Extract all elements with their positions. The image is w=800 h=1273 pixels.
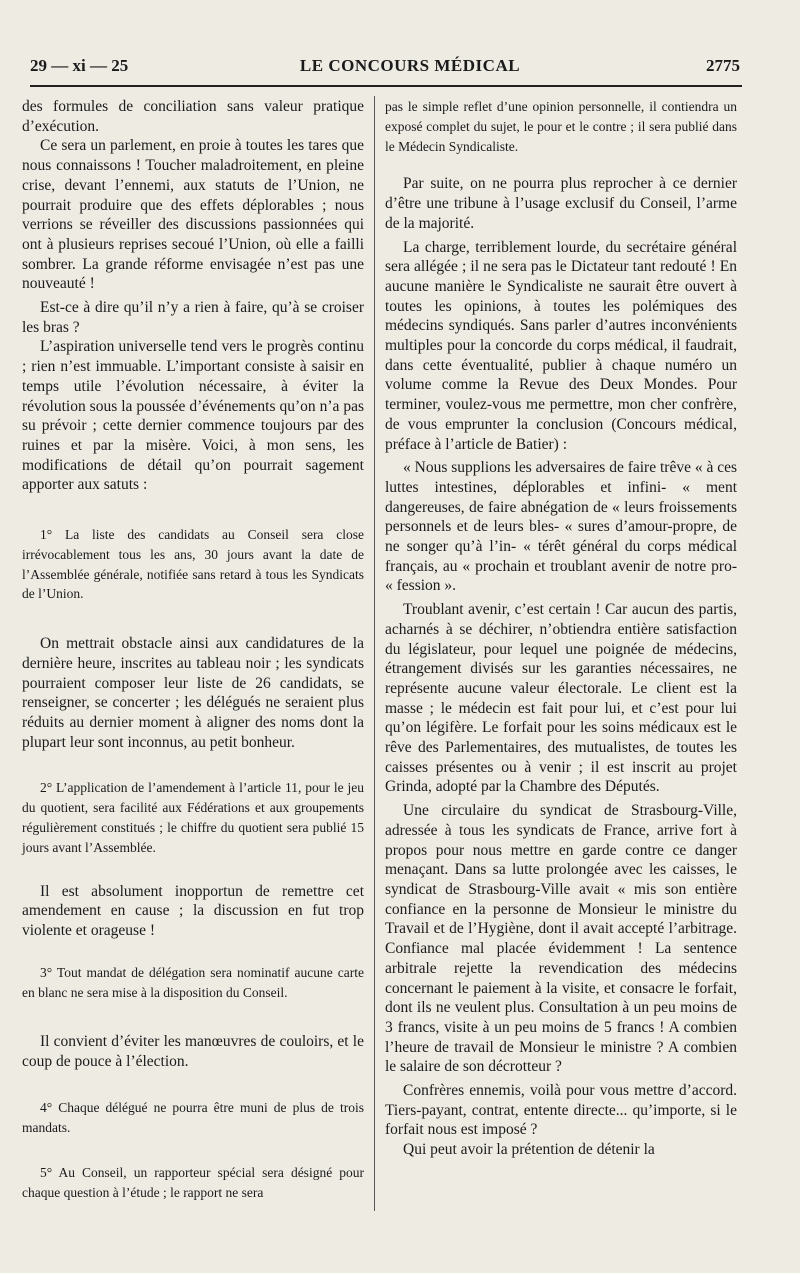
journal-title: LE CONCOURS MÉDICAL: [299, 56, 521, 75]
paragraph: Ce sera un parlement, en proie à toutes les tares que nous connaissons ! Toucher maladroitement, en pleine crise, devant l’ennemi, aux statuts de l’Union, ne pourrait produire que des effets déplorables ; nous verrions se réveiller des discussions passionnées qui ont à plusieurs reprises secoué l’Union, où elle a failli sombrer. La grande réforme envisagée n’est pas une nouveauté !: [22, 137, 364, 293]
quotation: « Nous supplions les adversaires de faire trêve « à ces luttes intestines, déplorables et infini- « ment dangereuses, de faire abnégation de « leurs froissements personnels et de leurs bles- « sures d’amour-propre, de ne songer qu’à l’in- « térêt général du corps médical français, au « prochain et troublant avenir de notre pro- « fession ».: [385, 459, 737, 595]
issue-date: 29 — xi — 25: [30, 56, 129, 75]
proposal-item: 3° Tout mandat de délégation sera nominatif aucune carte en blanc ne sera mise à la disposition du Conseil.: [22, 964, 364, 1000]
proposal-item: 2° L’application de l’amendement à l’article 11, pour le jeu du quotient, sera facilité aux Fédérations et aux groupements régulièrement constitués ; le chiffre du quotient sera publié 15 jours avant l’Assemblée.: [22, 780, 364, 855]
page-header: [30, 56, 740, 82]
paragraph: Confrères ennemis, voilà pour vous mettre d’accord. Tiers-payant, contrat, entente directe... qu’importe, si le forfait nous est imposé ?: [385, 1082, 737, 1139]
paragraph: pas le simple reflet d’une opinion personnelle, il contiendra un exposé complet du sujet, le pour et le contre ; il sera publié dans le Médecin Syndicaliste.: [385, 99, 737, 154]
paragraph: L’aspiration universelle tend vers le progrès continu ; rien n’est immuable. L’important consiste à saisir en temps utile l’évolution nécessaire, à éviter la révolution sous la poussée d’événements qu’on n’a pas su prévoir ; cette dernier commence toujours par des ruines et par la misère. Voici, à mon sens, les modifications de détail qu’on pourrait sagement apporter aux satuts :: [22, 338, 364, 494]
proposal-item: 1° La liste des candidats au Conseil sera close irrévocablement tous les ans, 30 jours avant la date de l’Assemblée générale, notifiée sans retard à tous les Syndicats de l’Union.: [22, 527, 364, 602]
paragraph: Qui peut avoir la prétention de détenir la: [403, 1141, 655, 1159]
paragraph: Troublant avenir, c’est certain ! Car aucun des partis, acharnés à se déchirer, n’obtiendra entière satisfaction du législateur, pour lequel une poignée de médecins, étrangement divisés sur les garanties nécessaires, ne représente aucune valeur électorale. Le client est la masse ; le médecin est fait pour lui, et c’est pour lui qu’on légifère. Le forfait pour les soins médicaux est le rêve des Parlementaires, des mutualistes, de toutes les caisses présentes ou à venir ; il est inscrit au projet Grinda, adopté par la Chambre des Députés.: [385, 601, 737, 796]
left-column: [22, 97, 364, 1203]
proposal-item: 4° Chaque délégué ne pourra être muni de plus de trois mandats.: [22, 1099, 364, 1135]
paragraph: Il convient d’éviter les manœuvres de couloirs, et le coup de pouce à l’élection.: [22, 1033, 364, 1071]
paragraph: des formules de conciliation sans valeur pratique d’exécution.: [22, 98, 364, 135]
right-column: [385, 97, 737, 1160]
paragraph: Par suite, on ne pourra plus reprocher à ce dernier d’être une tribune à l’usage exclusif du Conseil, l’arme de la majorité.: [385, 175, 737, 232]
paragraph: La charge, terriblement lourde, du secrétaire général sera allégée ; il ne sera pas le Dictateur tant redouté ! En aucune manière le Syndicaliste ne saurait être ouvert à toutes les opinions, à toutes les polémiques des médecins syndiqués. Sans parler d’autres inconvénients multiples pour la concorde du corps médical, il faudrait, dans cette éventualité, publier à chaque numéro un volume comme la Revue des Deux Mondes. Pour terminer, voulez-vous me permettre, mon cher confrère, de vous emprunter la conclusion (Concours médical, préface à l’article de Batier) :: [385, 238, 737, 453]
paragraph: On mettrait obstacle ainsi aux candidatures de la dernière heure, inscrites au tableau noir ; les syndicats pourraient composer leur liste de 26 candidats, se renseigner, se concerter ; les délégués ne seraient plus réduits au dernier moment à aligner des noms dont la plupart leur sont inconnus, au petit bonheur.: [22, 635, 364, 751]
paragraph: Une circulaire du syndicat de Strasbourg-Ville, adressée à tous les syndicats de France, arrive fort à propos pour nous mettre en garde contre ce danger menaçant. Dans sa lutte prolongée avec les caisses, le syndicat de Strasbourg-Ville avait « mis son entière confiance en la personne de Monsieur le ministre du Travail et de l’Hygiène, dont il avait accepté l’arbitrage. Confiance mal placée évidemment ! La sentence arbitrale rejette la revendication des médecins concernant le paiement à la visite, et consacre le forfait, dont ils ne veulent plus. Consultation à un peu moins de 3 francs, visite à un peu moins de 5 francs ! A combien l’heure de travail de Monsieur le ministre ? A combien le salaire de son décrotteur ?: [385, 802, 737, 1076]
paragraph: Est-ce à dire qu’il n’y a rien à faire, qu’à se croiser les bras ?: [22, 299, 364, 336]
proposal-item: 5° Au Conseil, un rapporteur spécial sera désigné pour chaque question à l’étude ; le rapport ne sera: [22, 1165, 364, 1201]
paragraph: Il est absolument inopportun de remettre cet amendement en cause ; la discussion en fut trop violente et orageuse !: [22, 882, 364, 940]
header-rule: [30, 85, 742, 87]
column-divider: [374, 96, 375, 1211]
page-number: 2775: [706, 56, 740, 75]
